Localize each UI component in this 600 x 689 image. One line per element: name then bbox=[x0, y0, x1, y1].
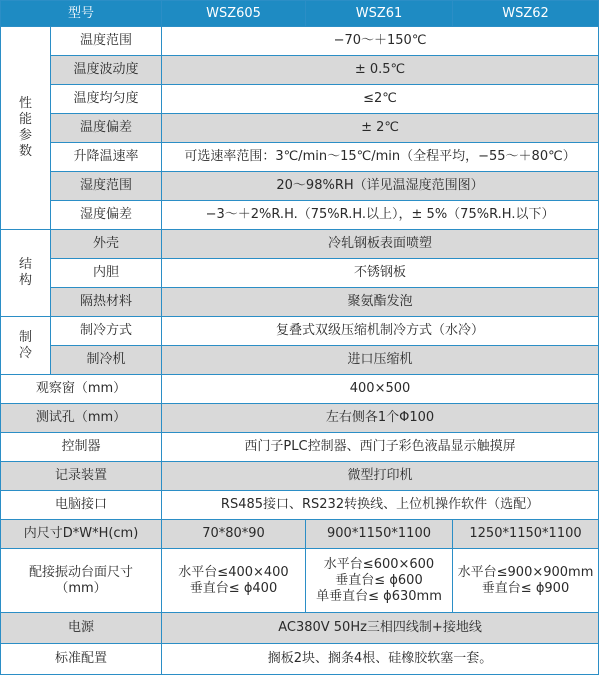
row-label: 外壳 bbox=[51, 230, 162, 259]
group-structure bbox=[1, 230, 51, 317]
header-model-wsz62: WSZ62 bbox=[453, 1, 599, 27]
row-inner-size bbox=[1, 520, 599, 549]
vibration-wsz61 bbox=[306, 549, 453, 613]
group-refrigeration-label: 制冷 bbox=[18, 329, 32, 361]
row-value: 可选速率范围：3℃/min～15℃/min（全程平均，−55～＋80℃） bbox=[162, 143, 599, 172]
row-value: 搁板2块、搁条4根、硅橡胶软塞一套。 bbox=[162, 644, 599, 675]
row-value: ± 0.5℃ bbox=[162, 56, 599, 85]
vibration-wsz62 bbox=[453, 549, 599, 613]
inner-size-wsz61: 900*1150*1100 bbox=[306, 520, 453, 549]
row-value: ≤2℃ bbox=[162, 85, 599, 114]
row-pc-interface bbox=[1, 491, 599, 520]
perf-row-temp-deviation bbox=[1, 114, 599, 143]
row-value: 不锈钢板 bbox=[162, 259, 599, 288]
row-label: 控制器 bbox=[1, 433, 162, 462]
row-label: 温度均匀度 bbox=[51, 85, 162, 114]
row-standard-config bbox=[1, 644, 599, 675]
row-label: 电源 bbox=[1, 613, 162, 644]
row-controller bbox=[1, 433, 599, 462]
row-label: 温度偏差 bbox=[51, 114, 162, 143]
row-label: 制冷机 bbox=[51, 346, 162, 375]
header-model-wsz605: WSZ605 bbox=[162, 1, 306, 27]
perf-row-humidity-range bbox=[1, 172, 599, 201]
vibration-line: 单垂直台≤ ϕ630mm bbox=[316, 588, 442, 604]
row-value: RS485接口、RS232转换线、上位机操作软件（选配） bbox=[162, 491, 599, 520]
row-label: 制冷方式 bbox=[51, 317, 162, 346]
vibration-label-line1: 配接振动台面尺寸 bbox=[29, 564, 134, 580]
row-value: 聚氨酯发泡 bbox=[162, 288, 599, 317]
vibration-line: 垂直台≤ ϕ900 bbox=[481, 580, 570, 596]
vibration-line: 水平台≤900×900mm bbox=[457, 564, 594, 580]
vibration-line: 水平台≤400×400 bbox=[178, 564, 289, 580]
vibration-line: 水平台≤600×600 bbox=[323, 556, 435, 572]
row-label: 湿度偏差 bbox=[51, 201, 162, 230]
row-label: 观察窗（mm） bbox=[1, 375, 162, 404]
row-label: 内胆 bbox=[51, 259, 162, 288]
row-label: 湿度范围 bbox=[51, 172, 162, 201]
row-recorder bbox=[1, 462, 599, 491]
vibration-wsz605 bbox=[162, 549, 306, 613]
header-model-wsz61: WSZ61 bbox=[306, 1, 453, 27]
struct-row-shell bbox=[1, 230, 599, 259]
perf-row-temp-fluctuation bbox=[1, 56, 599, 85]
refrig-row-method bbox=[1, 317, 599, 346]
row-value: −3～＋2%R.H.（75%R.H.以上），± 5%（75%R.H.以下） bbox=[162, 201, 599, 230]
row-vibration-table bbox=[1, 549, 599, 613]
row-value: 左右侧各1个Φ100 bbox=[162, 404, 599, 433]
row-label: 升降温速率 bbox=[51, 143, 162, 172]
row-value: ± 2℃ bbox=[162, 114, 599, 143]
perf-row-temp-range bbox=[1, 27, 599, 56]
row-value: 西门子PLC控制器、西门子彩色液晶显示触摸屏 bbox=[162, 433, 599, 462]
group-performance-label: 性能参数 bbox=[18, 96, 32, 159]
row-label: 内尺寸D*W*H(cm) bbox=[1, 520, 162, 549]
row-value: 400×500 bbox=[162, 375, 599, 404]
group-structure-label: 结构 bbox=[18, 257, 32, 288]
row-label: 隔热材料 bbox=[51, 288, 162, 317]
row-label: 标准配置 bbox=[1, 644, 162, 675]
header-model-label: 型号 bbox=[1, 1, 162, 27]
row-value: 20～98%RH（详见温湿度范围图） bbox=[162, 172, 599, 201]
vibration-line: 垂直台≤ ϕ400 bbox=[189, 580, 278, 596]
vibration-label-line2: （mm） bbox=[55, 580, 107, 596]
row-label: 电脑接口 bbox=[1, 491, 162, 520]
header-row bbox=[1, 1, 599, 27]
struct-row-liner bbox=[1, 259, 599, 288]
refrig-row-compressor bbox=[1, 346, 599, 375]
row-test-hole bbox=[1, 404, 599, 433]
row-value: 冷轧钢板表面喷塑 bbox=[162, 230, 599, 259]
group-refrigeration bbox=[1, 317, 51, 375]
perf-row-temp-uniformity bbox=[1, 85, 599, 114]
row-label: 温度波动度 bbox=[51, 56, 162, 85]
row-power bbox=[1, 613, 599, 644]
row-value: 微型打印机 bbox=[162, 462, 599, 491]
row-value: 复叠式双级压缩机制冷方式（水冷） bbox=[162, 317, 599, 346]
inner-size-wsz605: 70*80*90 bbox=[162, 520, 306, 549]
group-performance bbox=[1, 27, 51, 230]
row-value: −70～＋150℃ bbox=[162, 27, 599, 56]
row-window bbox=[1, 375, 599, 404]
row-label bbox=[1, 549, 162, 613]
perf-row-rate bbox=[1, 143, 599, 172]
vibration-line: 垂直台≤ ϕ600 bbox=[335, 572, 423, 588]
row-label: 记录装置 bbox=[1, 462, 162, 491]
row-value: AC380V 50Hz三相四线制+接地线 bbox=[162, 613, 599, 644]
row-label: 温度范围 bbox=[51, 27, 162, 56]
struct-row-insulation bbox=[1, 288, 599, 317]
row-value: 进口压缩机 bbox=[162, 346, 599, 375]
perf-row-humidity-deviation bbox=[1, 201, 599, 230]
inner-size-wsz62: 1250*1150*1100 bbox=[453, 520, 599, 549]
row-label: 测试孔（mm） bbox=[1, 404, 162, 433]
